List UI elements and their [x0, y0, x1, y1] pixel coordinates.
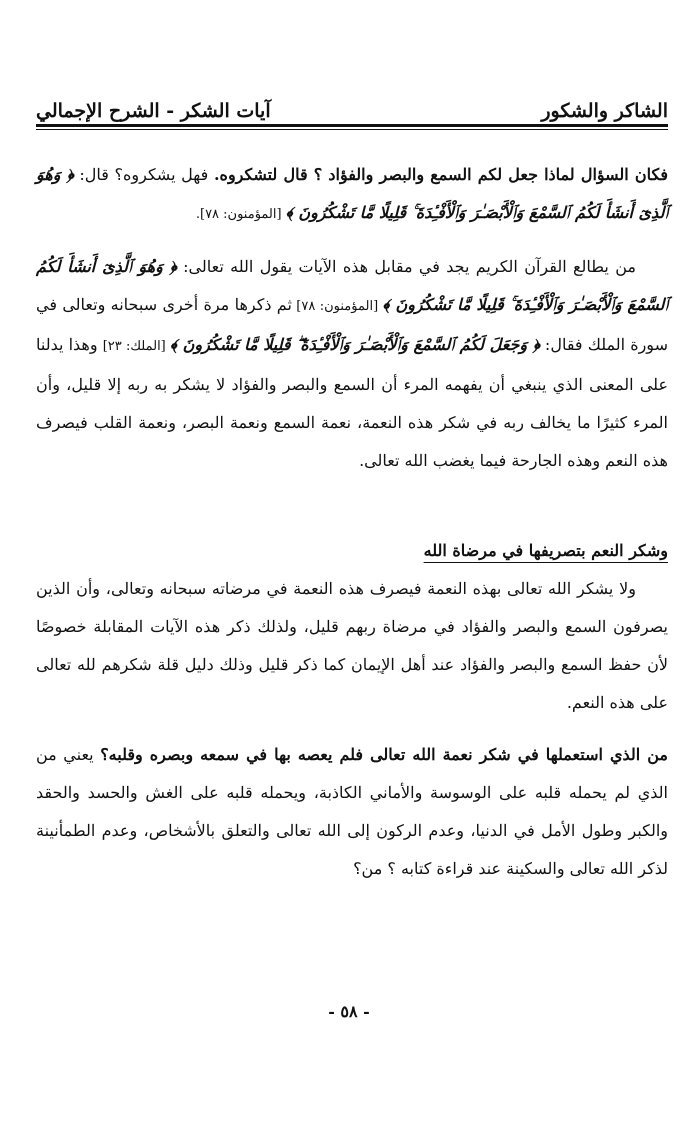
- page-number: - ٥٨ -: [328, 1002, 370, 1021]
- header-book-title: الشاكر والشكور: [541, 100, 668, 122]
- paragraph-text: ثم ذكرها مرة أخرى سبحانه وتعالى في سورة الملك فقال:: [36, 295, 668, 354]
- verse-reference: [الملك: ٢٣]: [102, 339, 170, 354]
- quran-verse: ﴿ وَهُوَ ٱلَّذِىٓ أَنشَأَ لَكُمُ ٱلسَّمْعَ وَٱلْأَبْصَـٰرَ وَٱلْأَفْـِٔدَةَ ۚ قَلِيلًا مَّا تَشْكُرُونَ ﴾: [36, 165, 668, 222]
- paragraph-text: فهل يشكروه؟ قال:: [73, 165, 214, 184]
- question-bold: فكان السؤال لماذا جعل لكم السمع والبصر والفؤاد ؟ قال لتشكروه.: [213, 165, 668, 184]
- quran-verse: ﴿ وَجَعَلَ لَكُمُ ٱلسَّمْعَ وَٱلْأَبْصَـٰرَ وَٱلْأَفْـِٔدَةَ ۖ قَلِيلًا مَّا تَشْكُرُونَ ﴾: [169, 335, 540, 354]
- running-header: [36, 86, 668, 122]
- verse-reference: [المؤمنون: ٧٨].: [195, 207, 286, 222]
- header-rule-thick: [36, 124, 668, 127]
- section-heading: وشكر النعم بتصريفها في مرضاة الله: [423, 541, 668, 560]
- header-chapter-title: آيات الشكر - الشرح الإجمالي: [36, 100, 271, 122]
- paragraph-2: [36, 248, 668, 480]
- paragraph-3: ولا يشكر الله تعالى بهذه النعمة فيصرف هذه النعمة في مرضاته سبحانه وتعالى، وأن الذين يصرفون السمع والبصر والفؤاد في مرضاة ربهم قليل، ولذلك ذكر هذه الآيات المقابلة خصوصًا لأن حفظ السمع والبصر والفؤاد عند أهل الإيمان كما ذكر قليل وذلك دليل قلة شكرهم لله تعالى على هذه النعم.: [36, 579, 668, 712]
- paragraph-text: يعني من الذي لم يحمله قلبه على الوسوسة والأماني الكاذبة، ويحمله قلبه على الغش والحسد والحقد والكبر وطول الأمل في الدنيا، وعدم الركون إلى الله تعالى والتعلق بالأشخاص، وعدم الطمأنينة لذكر الله تعالى والسكينة عند قراءة كتابه ؟ من؟: [36, 745, 668, 878]
- paragraph-1: [36, 156, 668, 234]
- header-rule-thin: [36, 129, 668, 130]
- paragraph-4: [36, 736, 668, 888]
- paragraph-text: وهذا يدلنا على المعنى الذي ينبغي أن يفهمه المرء أن السمع والبصر والفؤاد لا يشكر به ربه إلا قليل، وأن المرء كثيرًا ما يخالف ربه في شكر هذه النعمة، نعمة السمع ونعمة البصر، ونعمة القلب فيصرف هذه النعم وهذه الجارحة فيما يغضب الله تعالى.: [36, 335, 669, 470]
- question-bold: من الذي استعملها في شكر نعمة الله تعالى فلم يعصه بها في سمعه وبصره وقلبه؟: [100, 745, 669, 764]
- quran-verse: ﴿ وَهُوَ ٱلَّذِىٓ أَنشَأَ لَكُمُ ٱلسَّمْعَ وَٱلْأَبْصَـٰرَ وَٱلْأَفْـِٔدَةَ ۚ قَلِيلًا مَّا تَشْكُرُونَ ﴾: [36, 257, 669, 314]
- verse-reference: [المؤمنون: ٧٨]: [291, 299, 383, 314]
- paragraph-text: من يطالع القرآن الكريم يجد في مقابل هذه الآيات يقول الله تعالى:: [176, 257, 636, 276]
- page-body: [36, 156, 668, 902]
